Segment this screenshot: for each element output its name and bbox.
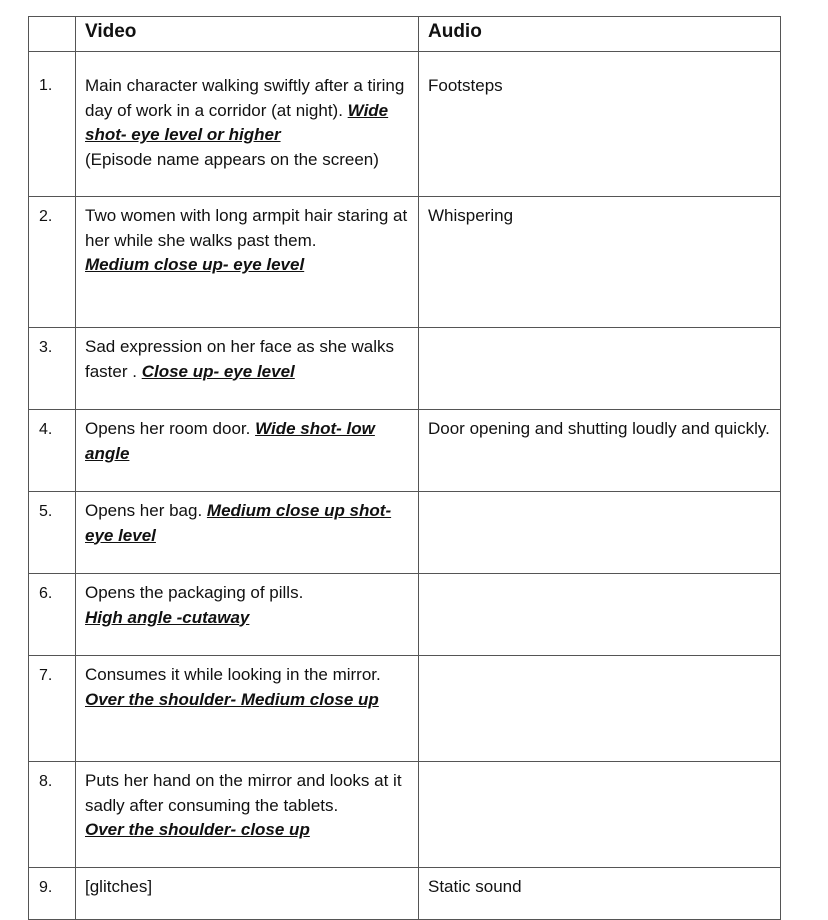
audio-cell: Door opening and shutting loudly and quickly. — [419, 410, 781, 492]
audio-cell: Footsteps — [419, 52, 781, 197]
video-text: Opens her bag. — [85, 501, 207, 520]
video-text: [glitches] — [85, 877, 153, 896]
audio-cell — [419, 492, 781, 574]
video-text: Main character walking swiftly after a tiring day of work in a corridor (at night). — [85, 76, 405, 120]
table-row — [29, 197, 781, 328]
video-text: Opens the packaging of pills. — [85, 583, 304, 602]
row-number: 3. — [29, 328, 76, 410]
shot-type: Close up- eye level — [141, 361, 295, 381]
shot-type: High angle -cutaway — [85, 607, 250, 627]
row-number: 5. — [29, 492, 76, 574]
row-number: 6. — [29, 574, 76, 656]
shot-type: Over the shoulder- Medium close up — [85, 689, 379, 709]
row-number: 2. — [29, 197, 76, 328]
storyboard-table — [28, 16, 781, 920]
shot-type: Wide shot- eye level or higher — [85, 100, 389, 144]
shot-type: Wide shot- low angle — [85, 419, 375, 463]
header-audio: Audio — [419, 17, 781, 52]
video-cell — [76, 328, 419, 410]
audio-cell: Whispering — [419, 197, 781, 328]
table-row — [29, 762, 781, 868]
row-number: 8. — [29, 762, 76, 868]
row-number: 7. — [29, 656, 76, 762]
video-text: Puts her hand on the mirror and looks at it sadly after consuming the tablets. — [85, 771, 402, 815]
header-num — [29, 17, 76, 52]
table-row — [29, 868, 781, 920]
video-cell — [76, 492, 419, 574]
video-text: Sad expression on her face as she walks faster . — [85, 337, 395, 381]
table-row — [29, 52, 781, 197]
video-text: Two women with long armpit hair staring at her while she walks past them. — [85, 206, 408, 250]
shot-type: Medium close up- eye level — [85, 255, 305, 274]
table-row — [29, 656, 781, 762]
video-note: (Episode name appears on the screen) — [85, 149, 379, 169]
video-cell — [76, 52, 419, 197]
row-number: 9. — [29, 868, 76, 920]
video-text: Consumes it while looking in the mirror. — [85, 665, 381, 684]
video-cell — [76, 574, 419, 656]
audio-cell — [419, 574, 781, 656]
header-video: Video — [76, 17, 419, 52]
shot-type: Medium close up shot- eye level — [85, 501, 392, 545]
table-row — [29, 410, 781, 492]
table-row — [29, 492, 781, 574]
shot-type: Over the shoulder- close up — [85, 820, 310, 839]
audio-cell — [419, 328, 781, 410]
audio-cell — [419, 656, 781, 762]
video-cell — [76, 762, 419, 868]
table-row — [29, 574, 781, 656]
audio-cell: Static sound — [419, 868, 781, 920]
video-cell — [76, 410, 419, 492]
row-number: 1. — [29, 52, 76, 197]
table-row — [29, 328, 781, 410]
row-number: 4. — [29, 410, 76, 492]
audio-cell — [419, 762, 781, 868]
video-cell — [76, 868, 419, 920]
video-text: Opens her room door. — [85, 419, 256, 438]
video-cell — [76, 197, 419, 328]
video-cell — [76, 656, 419, 762]
table-header-row — [29, 17, 781, 52]
